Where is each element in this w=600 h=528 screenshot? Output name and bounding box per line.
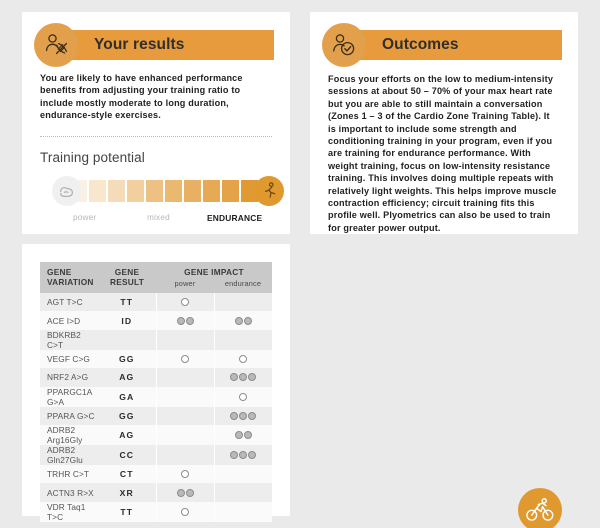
cell-impact-power	[156, 445, 214, 465]
cell-impact-power	[156, 330, 214, 350]
impact-dot	[248, 412, 256, 420]
table-row	[40, 425, 272, 445]
person-dna-icon	[34, 23, 78, 67]
impact-dot	[181, 355, 189, 363]
scale-segments	[70, 180, 258, 202]
cell-impact-endurance	[214, 330, 272, 350]
cell-gene-variation: PPARGC1A G>A	[40, 387, 98, 407]
impact-dot	[230, 451, 238, 459]
cell-impact-endurance	[214, 407, 272, 425]
impact-dots	[215, 393, 273, 401]
cell-gene-variation: ACTN3 R>X	[40, 483, 98, 501]
cell-gene-variation: TRHR C>T	[40, 465, 98, 483]
cell-gene-result: AG	[98, 425, 156, 445]
cell-gene-result	[98, 330, 156, 350]
scale-segment-3	[108, 180, 125, 202]
running-person-icon	[254, 176, 284, 206]
impact-dot	[248, 373, 256, 381]
cell-gene-result: CC	[98, 445, 156, 465]
cell-impact-endurance	[214, 445, 272, 465]
cell-impact-endurance	[214, 368, 272, 386]
your-results-header	[56, 30, 274, 60]
cell-gene-result: CT	[98, 465, 156, 483]
cell-gene-variation: VDR Taq1 T>C	[40, 502, 98, 522]
outcomes-card	[310, 12, 578, 234]
scale-segment-6	[165, 180, 182, 202]
cell-impact-endurance	[214, 293, 272, 311]
cell-impact-endurance	[214, 350, 272, 368]
impact-dots	[215, 317, 273, 325]
scale-label-power: power	[73, 212, 97, 222]
impact-dot	[230, 412, 238, 420]
header-impact-power: power	[156, 279, 214, 293]
impact-dots	[215, 373, 273, 381]
impact-dots	[157, 508, 214, 516]
impact-dot	[239, 393, 247, 401]
flexed-bicep-icon	[52, 176, 82, 206]
impact-dot	[239, 355, 247, 363]
gene-table-body	[40, 293, 272, 522]
cell-gene-variation: NRF2 A>G	[40, 368, 98, 386]
table-row	[40, 465, 272, 483]
cell-impact-power	[156, 483, 214, 501]
cell-impact-power	[156, 465, 214, 483]
scale-label-endurance: ENDURANCE	[207, 212, 263, 223]
table-header-row-top	[40, 262, 272, 279]
impact-dot	[181, 508, 189, 516]
impact-dots	[157, 355, 214, 363]
cell-gene-result: GG	[98, 407, 156, 425]
cell-impact-power	[156, 387, 214, 407]
cell-gene-variation: ADRB2 Gln27Glu	[40, 445, 98, 465]
impact-dot	[235, 317, 243, 325]
cell-gene-result: TT	[98, 293, 156, 311]
cell-gene-variation: ADRB2 Arg16Gly	[40, 425, 98, 445]
impact-dot	[239, 451, 247, 459]
cell-impact-endurance	[214, 502, 272, 522]
impact-dots	[215, 431, 273, 439]
cell-gene-result: ID	[98, 311, 156, 329]
impact-dot	[177, 317, 185, 325]
header-variation-line1: GENE	[47, 267, 72, 277]
impact-dots	[157, 489, 214, 497]
impact-dots	[215, 451, 273, 459]
scale-segment-7	[184, 180, 201, 202]
table-row	[40, 350, 272, 368]
table-row	[40, 407, 272, 425]
outcomes-header	[344, 30, 562, 60]
header-gene-result	[98, 262, 156, 293]
cell-gene-result: GG	[98, 350, 156, 368]
scale-segment-8	[203, 180, 220, 202]
cyclist-icon	[518, 488, 562, 528]
impact-dot	[230, 373, 238, 381]
table-row	[40, 368, 272, 386]
table-row	[40, 387, 272, 407]
cell-gene-variation: VEGF C>G	[40, 350, 98, 368]
impact-dot	[235, 431, 243, 439]
cell-gene-variation: ACE I>D	[40, 311, 98, 329]
cell-gene-variation: BDKRB2 C>T	[40, 330, 98, 350]
scale-segment-4	[127, 180, 144, 202]
cell-impact-endurance	[214, 311, 272, 329]
impact-dots	[215, 355, 273, 363]
scale-labels	[22, 213, 290, 227]
cell-impact-power	[156, 350, 214, 368]
your-results-card	[22, 12, 290, 234]
table-row	[40, 483, 272, 501]
cell-gene-result: XR	[98, 483, 156, 501]
impact-dot	[248, 451, 256, 459]
cell-gene-result: GA	[98, 387, 156, 407]
scale-label-mixed: mixed	[147, 212, 170, 222]
impact-dot	[186, 489, 194, 497]
impact-dot	[239, 412, 247, 420]
header-gene-impact: GENE IMPACT	[156, 262, 272, 279]
header-result-line1: GENE	[114, 267, 140, 277]
cell-impact-power	[156, 407, 214, 425]
impact-dots	[157, 470, 214, 478]
cell-impact-power	[156, 425, 214, 445]
outcomes-title: Outcomes	[382, 36, 459, 53]
header-impact-endurance: endurance	[214, 279, 272, 293]
cell-impact-power	[156, 311, 214, 329]
cell-gene-variation: AGT T>C	[40, 293, 98, 311]
cell-gene-result: TT	[98, 502, 156, 522]
table-row	[40, 445, 272, 465]
impact-dots	[157, 317, 214, 325]
header-gene-variation	[40, 262, 98, 293]
impact-dot	[181, 470, 189, 478]
gene-table	[40, 262, 272, 522]
section-divider	[40, 136, 272, 137]
impact-dot	[181, 298, 189, 306]
scale-segment-2	[89, 180, 106, 202]
table-row	[40, 330, 272, 350]
cell-impact-power	[156, 502, 214, 522]
impact-dots	[157, 298, 214, 306]
cell-impact-power	[156, 368, 214, 386]
cell-impact-endurance	[214, 465, 272, 483]
cell-impact-power	[156, 293, 214, 311]
impact-dot	[244, 317, 252, 325]
cell-gene-variation: PPARA G>C	[40, 407, 98, 425]
table-row	[40, 502, 272, 522]
scale-segment-5	[146, 180, 163, 202]
header-variation-line2: VARIATION	[47, 277, 94, 287]
gene-table-card	[22, 244, 290, 522]
impact-dot	[186, 317, 194, 325]
cell-impact-endurance	[214, 483, 272, 501]
impact-dot	[177, 489, 185, 497]
table-row	[40, 293, 272, 311]
training-potential-title: Training potential	[40, 149, 145, 165]
impact-dot	[244, 431, 252, 439]
training-potential-scale	[22, 177, 290, 211]
table-row	[40, 311, 272, 329]
cell-impact-endurance	[214, 425, 272, 445]
outcomes-body: Focus your efforts on the low to medium-intensity sessions at about 50 – 70% of your max heart rate but you are able to still maintain a conversation (Zones 1 – 3 of the Cardio Zone Training Table). It is important to include some strength and conditioning training in your program, even if you are training for endurance performance. With weight training, focus on low-intensity resistance training. This involves doing multiple repeats with relatively light weights. This helps improve muscle contraction efficiency; circuit training fits this profile well. Plyometrics can also be used to train for greater power output.	[328, 74, 557, 233]
your-results-title: Your results	[94, 36, 185, 53]
impact-dot	[239, 373, 247, 381]
scale-segment-9	[222, 180, 239, 202]
person-check-icon	[322, 23, 366, 67]
cell-impact-endurance	[214, 387, 272, 407]
cell-gene-result: AG	[98, 368, 156, 386]
impact-dots	[215, 412, 273, 420]
your-results-body: You are likely to have enhanced performance benefits from adjusting your training ratio to include mostly moderate to long duration, endurance-style exercises.	[40, 73, 243, 121]
header-result-line2: RESULT	[109, 277, 145, 287]
